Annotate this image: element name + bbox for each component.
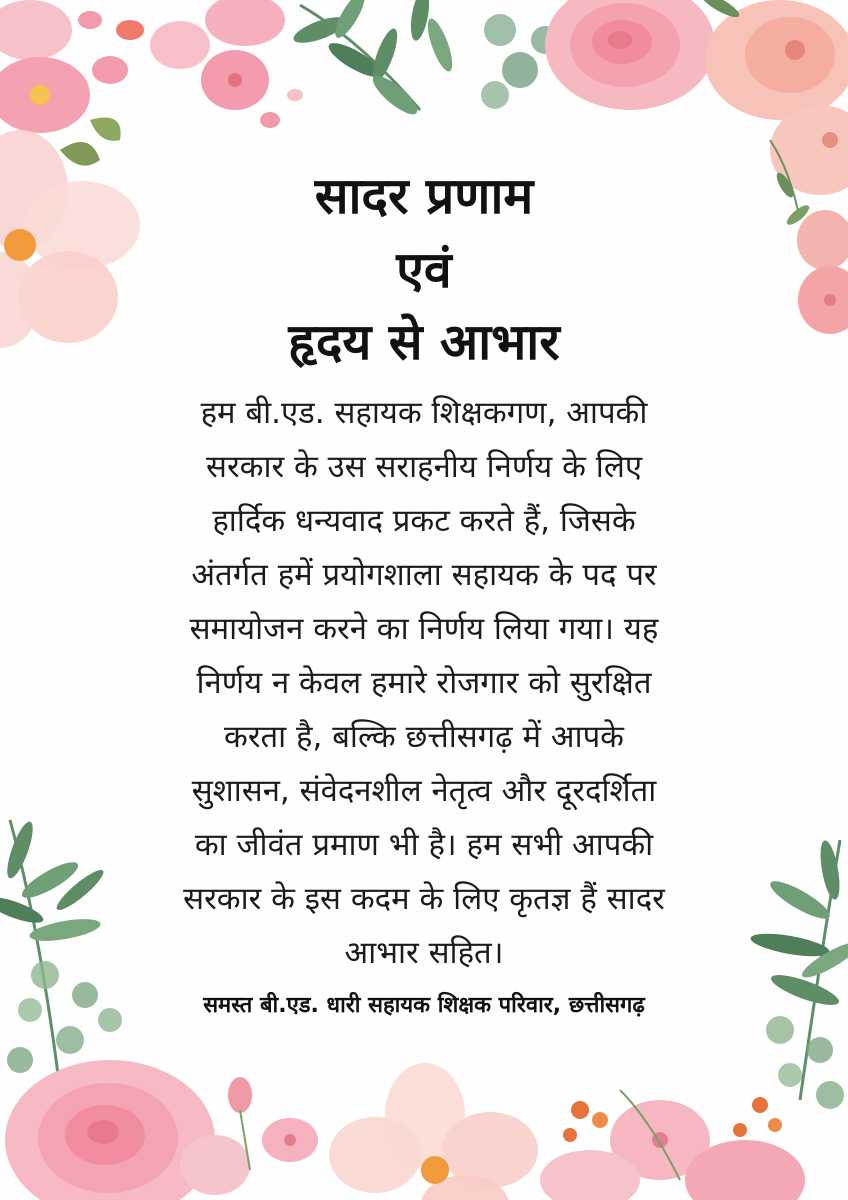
message-line: अंतर्गत हमें प्रयोगशाला सहायक के पद पर (191, 557, 657, 593)
title-line-1: सादर प्रणाम (314, 167, 534, 225)
message-line: हार्दिक धन्यवाद प्रकट करते हैं, जिसके (212, 503, 636, 539)
message-line: का जीवंत प्रमाण भी है। हम सभी आपकी (194, 827, 654, 863)
bottom-right-leaves (749, 839, 848, 1109)
title-line-3: हृदय से आभार (288, 313, 560, 371)
message-line: सरकार के उस सराहनीय निर्णय के लिए (206, 449, 642, 485)
message-line: सरकार के इस कदम के लिए कृतज्ञ हैं सादर (183, 881, 665, 917)
bottom-left-leaves (0, 819, 122, 1090)
message-line: निर्णय न केवल हमारे रोजगार को सुरक्षित (196, 665, 652, 701)
message-line: आभार सहित। (344, 935, 504, 971)
top-center-flowers (150, 0, 559, 128)
message-line: सुशासन, संवेदनशील नेतृत्व और दूरदर्शिता (191, 773, 657, 809)
message-line: हम बी.एड. सहायक शिक्षकगण, आपकी (200, 395, 648, 431)
bottom-roses (5, 1060, 805, 1200)
thank-you-message (130, 386, 718, 980)
signature: समस्त बी.एड. धारी सहायक शिक्षक परिवार, छत्तीसगढ़ (203, 993, 645, 1018)
title-line-2: एवं (396, 241, 452, 299)
message-line: करता है, बल्कि छत्तीसगढ़ में आपके (224, 719, 624, 755)
message-line: समायोजन करने का निर्णय लिया गया। यह (189, 611, 659, 647)
